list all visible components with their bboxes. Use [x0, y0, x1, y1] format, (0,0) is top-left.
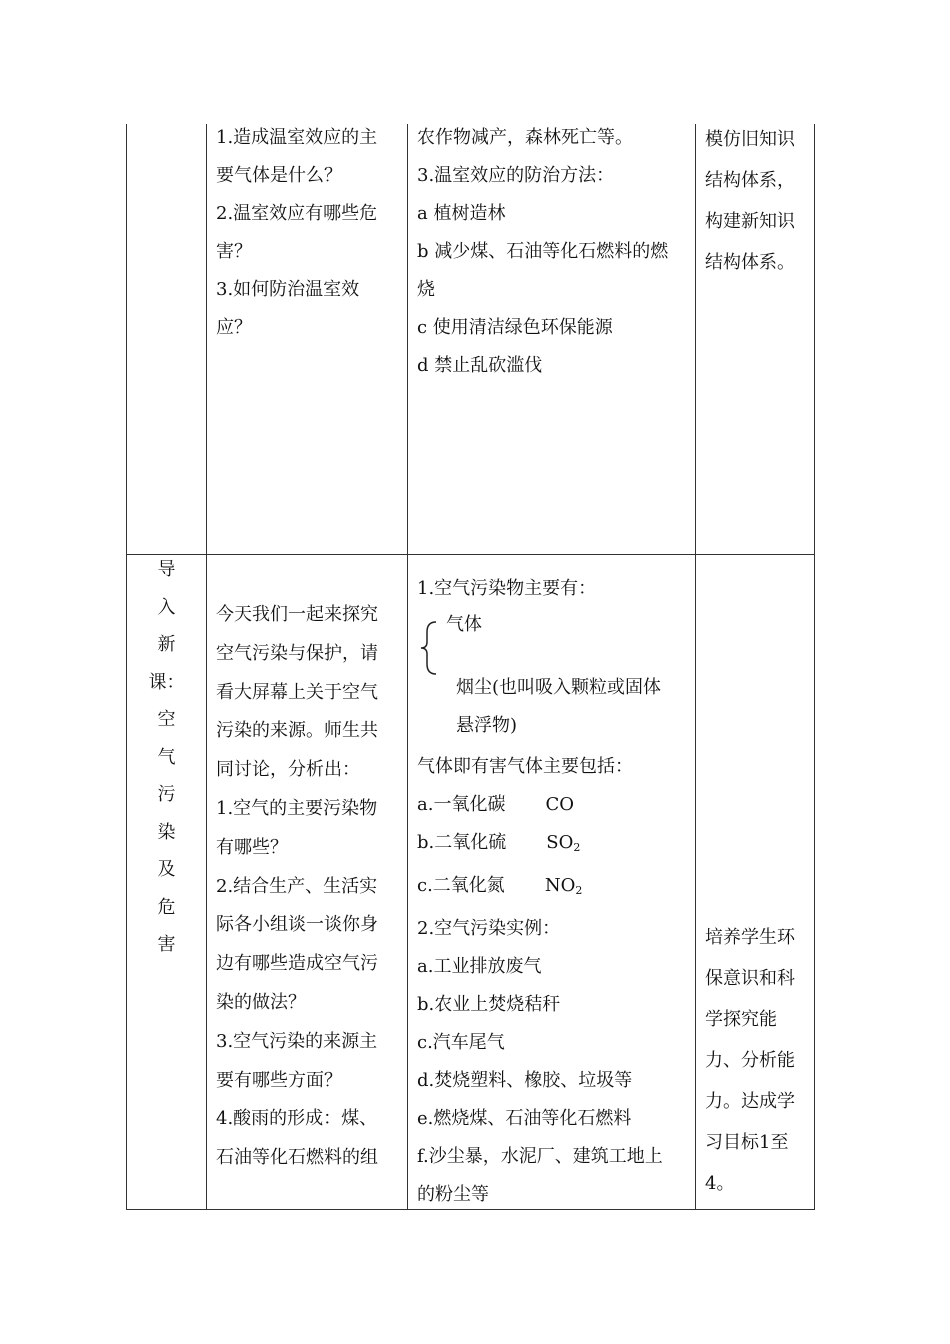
brace-dust-item [456, 669, 661, 745]
text-line: 结构体系， [705, 170, 795, 191]
text-line: 入 [157, 596, 176, 618]
gas-item [417, 786, 663, 824]
row1-content-cell [417, 119, 668, 385]
example-item: e.燃烧煤、石油等化石燃料 [417, 1108, 632, 1129]
column-divider-2 [407, 124, 408, 1210]
text-line: 培养学生环 [705, 927, 795, 948]
gas-label: b.二氧化硫 [417, 832, 507, 853]
text-line: 今天我们一起来探究 [216, 604, 378, 625]
text-line: 3.空气污染的来源主 [216, 1030, 378, 1052]
row-divider [126, 554, 815, 555]
text-line: b 减少煤、石油等化石燃料的燃 [417, 241, 669, 262]
example-item: f.沙尘暴，水泥厂、建筑工地上 [417, 1146, 663, 1167]
text-line: 染的做法？ [216, 991, 306, 1013]
gas-label: a.一氧化碳 [417, 794, 506, 815]
text-line: 同讨论，分析出： [216, 759, 360, 781]
gas-label: c.二氧化氮 [417, 875, 505, 896]
example-item: d.焚烧塑料、橡胶、垃圾等 [417, 1070, 633, 1091]
gas-item [417, 867, 663, 910]
text-line: 2.结合生产、生活实 [216, 875, 378, 897]
text-line: 空 [157, 709, 176, 730]
text-line: 空气污染与保护，请 [216, 642, 378, 664]
text-line: 1.空气的主要污染物 [216, 797, 378, 819]
gas-item [417, 824, 663, 867]
example-item: 的粉尘等 [417, 1184, 489, 1205]
curly-brace-icon [418, 620, 440, 676]
row2-intent-cell [705, 917, 795, 1204]
gas-formula: SO [546, 832, 574, 853]
text-line: 结构体系。 [705, 252, 795, 273]
text-line: 染 [157, 821, 176, 843]
row1-questions-cell [216, 119, 377, 347]
text-line: c 使用清洁绿色环保能源 [417, 317, 613, 338]
text-line: 污 [157, 784, 176, 805]
row1-intent-cell [705, 119, 795, 283]
text-line: 习目标1至 [705, 1132, 789, 1153]
text-line: 烟尘(也叫吸入颗粒或固体 [456, 677, 662, 698]
text-line: 3.温室效应的防治方法： [417, 165, 615, 186]
text-line: 应？ [216, 317, 252, 338]
text-line: 农作物减产，森林死亡等。 [417, 127, 633, 148]
text-line: 烧 [417, 279, 435, 300]
text-line: 看大屏幕上关于空气 [216, 681, 378, 703]
text-line: 危 [157, 896, 176, 918]
text-line: 悬浮物) [456, 715, 518, 736]
text-line: 边有哪些造成空气污 [216, 953, 378, 975]
text-line: 3.如何防治温室效 [216, 279, 360, 300]
text-line: 石油等化石燃料的组 [216, 1147, 378, 1169]
table-border-right [814, 124, 815, 1210]
text-line: 要有哪些方面？ [216, 1069, 342, 1091]
column-divider-3 [695, 124, 696, 1210]
brace-gas-item [446, 606, 482, 644]
text-line: 力、分析能 [705, 1050, 795, 1071]
row2-gas-list [417, 748, 663, 1214]
text-line: d 禁止乱砍滥伐 [417, 355, 543, 376]
text-line: 保意识和科 [705, 968, 795, 989]
text-line: 1.空气污染物主要有： [417, 578, 597, 599]
text-line: 气体即有害气体主要包括： [417, 756, 633, 777]
text-line: 及 [157, 859, 176, 880]
text-line: 学探究能 [705, 1009, 777, 1030]
text-line: 害？ [216, 241, 252, 262]
text-line: a 植树造林 [417, 203, 506, 224]
text-line: 2.温室效应有哪些危 [216, 203, 378, 224]
text-line: 新 [157, 634, 176, 655]
text-line: 力。达成学 [705, 1091, 795, 1112]
gas-formula: NO [544, 875, 576, 896]
text-line: 污染的来源。师生共 [216, 720, 378, 742]
text-line: 模仿旧知识 [705, 129, 795, 150]
text-line: 害 [157, 934, 176, 955]
text-line: 1.造成温室效应的主 [216, 127, 378, 148]
row2-stage-cell [127, 551, 206, 964]
column-divider-1 [206, 124, 207, 1210]
text-line: 有哪些？ [216, 836, 288, 858]
text-line: 要气体是什么？ [216, 165, 342, 186]
text-line: 构建新知识 [705, 211, 795, 232]
gas-formula: CO [545, 794, 574, 815]
example-item: a.工业排放废气 [417, 956, 542, 977]
text-line: 4.酸雨的形成：煤、 [216, 1108, 378, 1130]
example-item: b.农业上焚烧秸秆 [417, 994, 561, 1015]
formula-subscript: 2 [573, 841, 581, 854]
text-line: 气 [157, 746, 176, 768]
text-line: 气体 [446, 614, 482, 635]
text-line: 4。 [705, 1173, 735, 1194]
example-item: c.汽车尾气 [417, 1032, 505, 1053]
text-line: 际各小组谈一谈你身 [216, 914, 378, 936]
row2-activity-cell [216, 596, 378, 1178]
text-line: 2.空气污染实例： [417, 918, 561, 939]
formula-subscript: 2 [575, 884, 583, 897]
text-line: 导 [157, 559, 176, 580]
row2-content-heading [417, 570, 596, 608]
text-line: 课： [148, 671, 185, 693]
